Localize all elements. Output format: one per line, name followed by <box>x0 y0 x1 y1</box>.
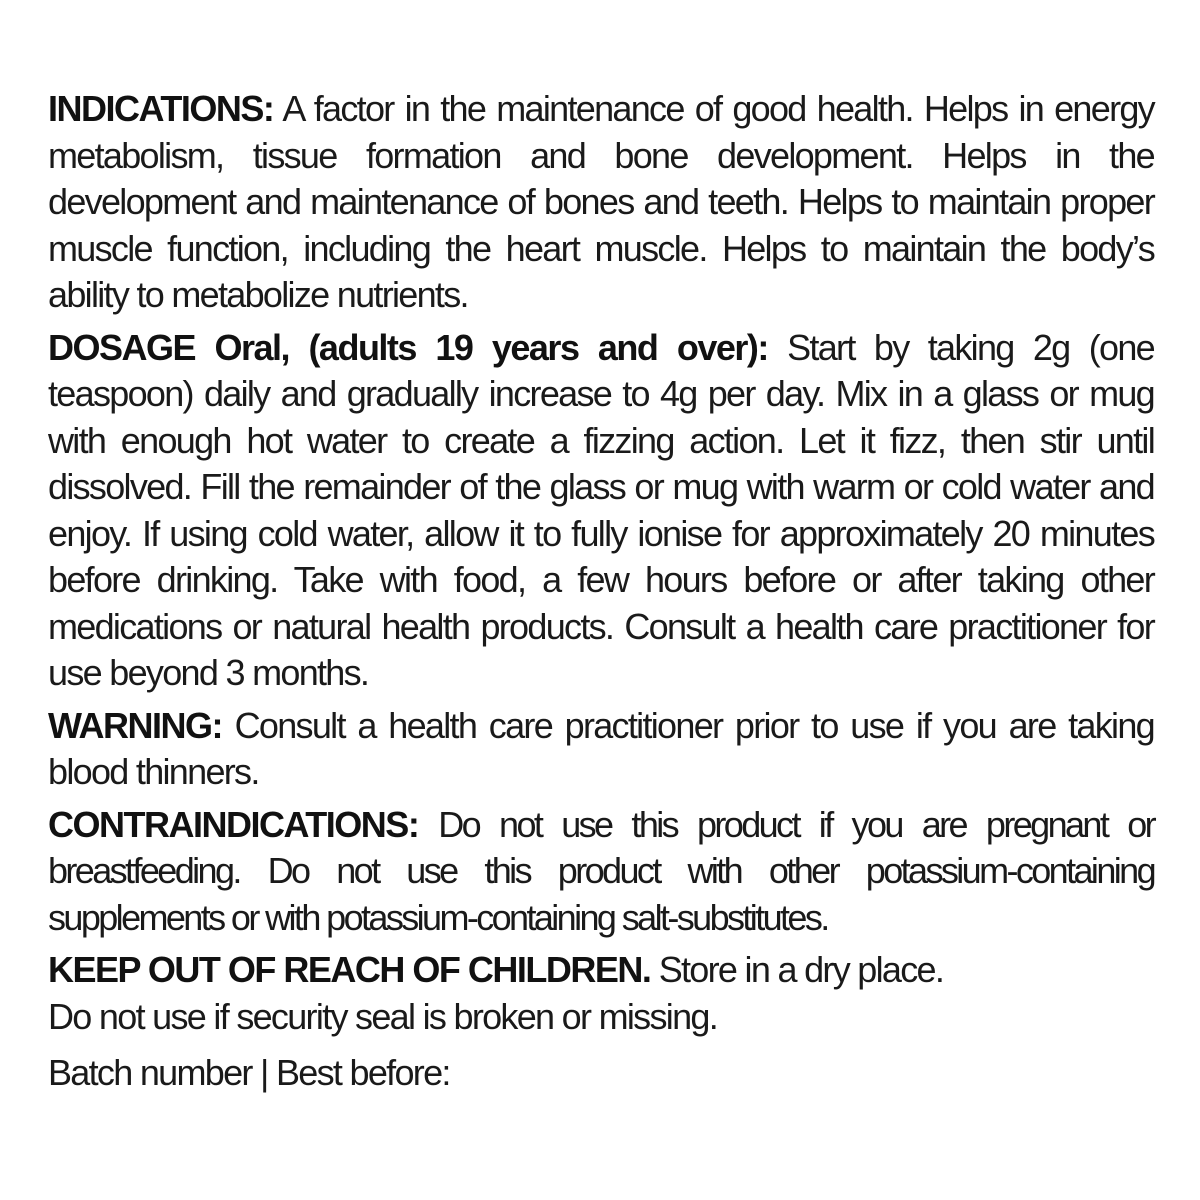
indications-heading: INDICATIONS: <box>48 88 274 129</box>
product-label-text <box>48 86 1154 1103</box>
warning-text: Consult a health care practitioner prior to use if you are taking blood thinners. <box>48 704 1154 792</box>
dosage-heading: DOSAGE Oral, (adults 19 years and over): <box>48 326 768 368</box>
warning-section <box>48 703 1154 796</box>
indications-section <box>48 86 1154 319</box>
security-seal-text: Do not use if security seal is broken or missing. <box>48 995 718 1037</box>
indications-text: A factor in the maintenance of good health. Helps in energy metabolism, tissue formation and bone development. Helps in the development and maintenance of bones and teeth. Helps to maintain proper muscle function, including the heart muscle. Helps to maintain the body’s ability to metabolize nutrients. <box>48 88 1154 315</box>
batch-best-before: Batch number | Best before: <box>48 1052 450 1093</box>
contraindications-heading: CONTRAINDICATIONS: <box>48 803 419 845</box>
contraindications-section <box>48 802 1154 942</box>
keep-out-heading: KEEP OUT OF REACH OF CHILDREN. <box>48 949 651 990</box>
keep-out-section <box>48 947 1154 1040</box>
warning-heading: WARNING: <box>48 704 222 746</box>
dosage-section <box>48 325 1154 697</box>
dosage-text: Start by taking 2g (one teaspoon) daily and gradually increase to 4g per day. Mix in a glass or mug with enough hot water to create a fizzing action. Let it fizz, then stir until dissolved. Fill the remainder of the glass or mug with warm or cold water and enjoy. If using cold water, allow it to fully ionise for approximately 20 minutes before drinking. Take with food, a few hours before or after taking other medications or natural health products. Consult a health care practitioner for use beyond 3 months. <box>48 326 1154 693</box>
contraindications-text: Do not use this product if you are pregnant or breastfeeding. Do not use this product with other potassium-containing supplements or with potassium-containing salt-substitutes. <box>48 803 1154 938</box>
keep-out-text: Store in a dry place. <box>658 949 944 990</box>
